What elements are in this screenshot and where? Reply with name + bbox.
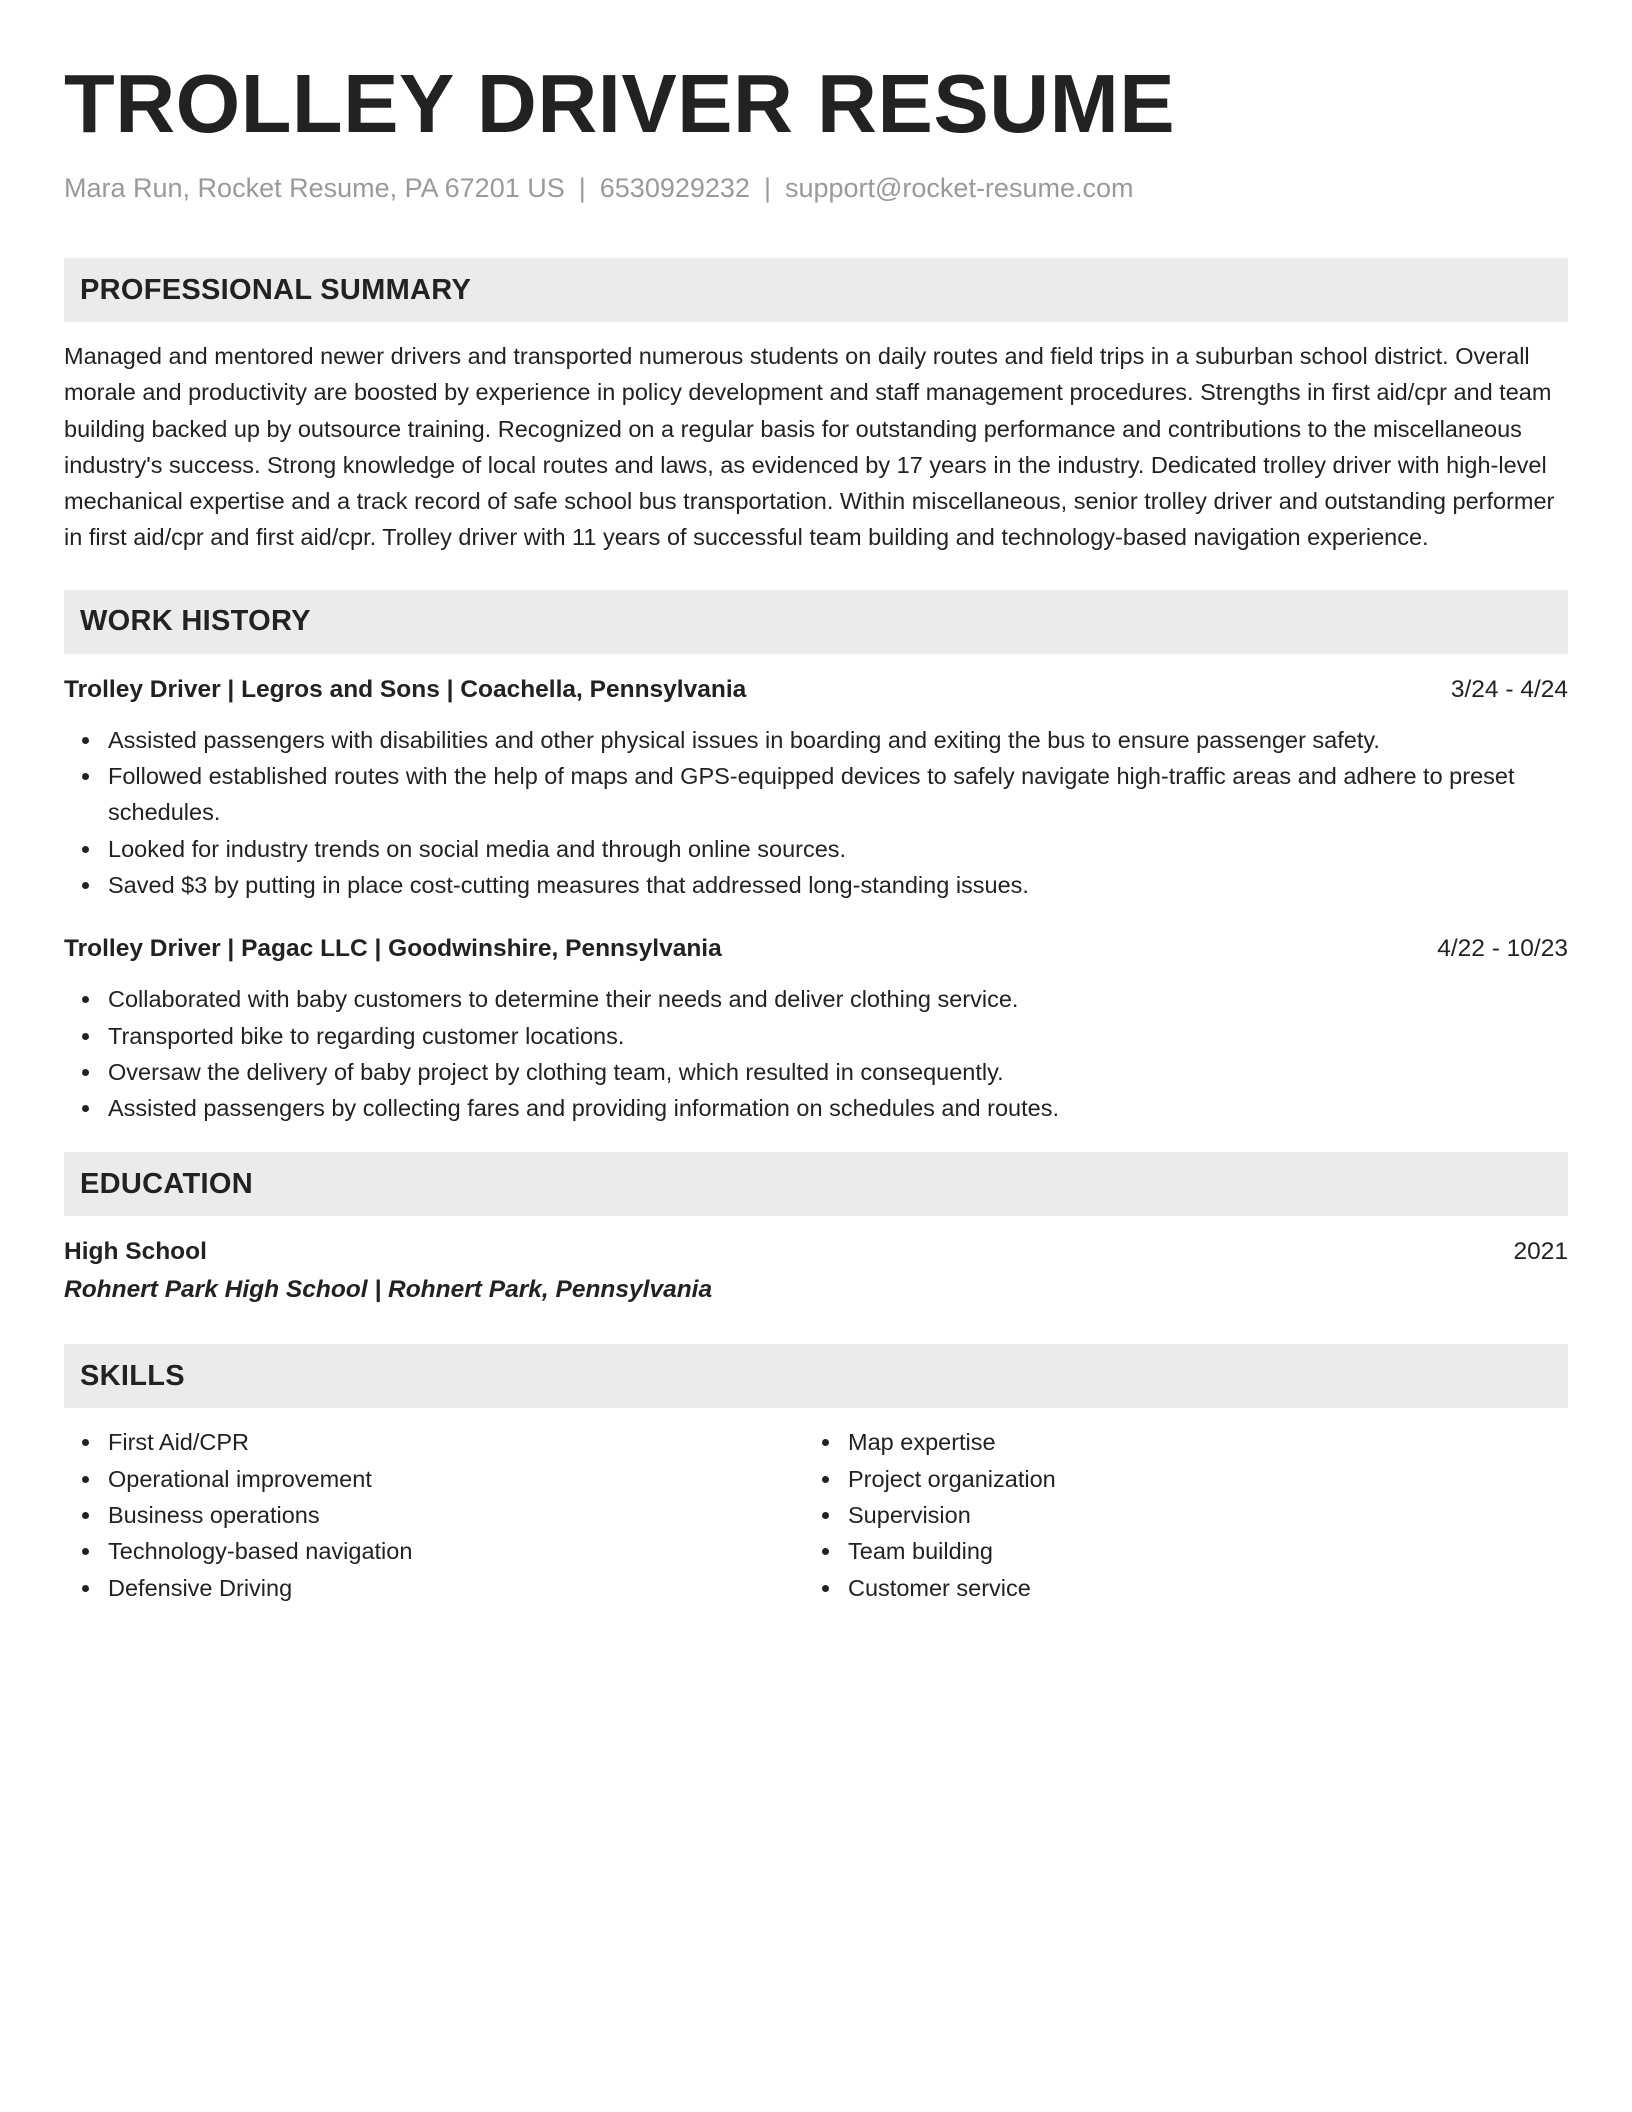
job-bullet: Assisted passengers by collecting fares and providing information on schedules and routes.: [108, 1090, 1568, 1126]
skills-list: [804, 1424, 1544, 1605]
work-history-section: [64, 590, 1568, 1127]
job-bullets: [64, 722, 1568, 903]
skills-list: [64, 1424, 804, 1605]
skill-item: First Aid/CPR: [108, 1424, 804, 1460]
contact-email: support@rocket-resume.com: [784, 173, 1134, 203]
skill-item: Business operations: [108, 1497, 804, 1533]
skill-item: Map expertise: [848, 1424, 1544, 1460]
education-year: 2021: [1513, 1238, 1568, 1266]
contact-address: Mara Run, Rocket Resume, PA 67201 US: [64, 173, 565, 203]
education-school: Rohnert Park High School | Rohnert Park, Pennsylvania: [64, 1276, 713, 1304]
skill-item: Project organization: [848, 1461, 1544, 1497]
skill-item: Customer service: [848, 1570, 1544, 1606]
skill-item: Technology-based navigation: [108, 1533, 804, 1569]
job-entry: [64, 672, 1568, 903]
section-heading-skills: SKILLS: [64, 1344, 1568, 1408]
skills-column-left: [64, 1424, 804, 1605]
job-bullet: Collaborated with baby customers to determine their needs and deliver clothing service.: [108, 981, 1568, 1017]
contact-separator: |: [763, 173, 771, 203]
summary-text: Managed and mentored newer drivers and transported numerous students on daily routes and field trips in a suburban school district. Overall morale and productivity are boosted by experience in policy development and staff management procedures. Strengths in first aid/cpr and team building backed up by outsource training. Recognized on a regular basis for outstanding performance and contributions to the miscellaneous industry's success. Strong knowledge of local routes and laws, as evidenced by 17 years in the industry. Dedicated trolley driver with high-level mechanical expertise and a track record of safe school bus transportation. Within miscellaneous, senior trolley driver and outstanding performer in first aid/cpr and first aid/cpr. Trolley driver with 11 years of successful team building and technology-based navigation experience.: [64, 343, 1555, 551]
job-bullet: Followed established routes with the help of maps and GPS-equipped devices to safely navigate high-traffic areas and adhere to preset schedules.: [108, 758, 1568, 831]
job-header: [64, 931, 1568, 967]
professional-summary-section: [64, 258, 1568, 556]
contact-phone: 6530929232: [599, 173, 750, 203]
education-section: [64, 1152, 1568, 1308]
resume-title: TROLLEY DRIVER RESUME: [64, 57, 1176, 150]
skills-section: [64, 1344, 1568, 1605]
job-bullet: Assisted passengers with disabilities and other physical issues in boarding and exiting the bus to ensure passenger safety.: [108, 722, 1568, 758]
education-degree: High School: [64, 1238, 207, 1266]
job-entry: [64, 931, 1568, 1126]
job-bullets: [64, 981, 1568, 1126]
job-dates: 3/24 - 4/24: [1450, 675, 1568, 703]
job-dates: 4/22 - 10/23: [1437, 935, 1568, 963]
skill-item: Team building: [848, 1533, 1544, 1569]
job-title: Trolley Driver | Pagac LLC | Goodwinshire, Pennsylvania: [64, 935, 722, 963]
section-heading-summary: PROFESSIONAL SUMMARY: [64, 258, 1568, 322]
skills-column-right: [804, 1424, 1544, 1605]
job-bullet: Looked for industry trends on social media and through online sources.: [108, 831, 1568, 867]
contact-line: [64, 170, 1568, 206]
section-heading-education: EDUCATION: [64, 1152, 1568, 1216]
skill-item: Supervision: [848, 1497, 1544, 1533]
skill-item: Defensive Driving: [108, 1570, 804, 1606]
section-heading-work: WORK HISTORY: [64, 590, 1568, 654]
job-bullet: Transported bike to regarding customer locations.: [108, 1018, 1568, 1054]
skill-item: Operational improvement: [108, 1461, 804, 1497]
skills-columns: [64, 1424, 1568, 1605]
education-row: [64, 1234, 1568, 1270]
contact-separator: |: [578, 173, 586, 203]
job-bullet: Saved $3 by putting in place cost-cutting measures that addressed long-standing issues.: [108, 867, 1568, 903]
job-header: [64, 672, 1568, 708]
job-title: Trolley Driver | Legros and Sons | Coachella, Pennsylvania: [64, 675, 747, 703]
job-bullet: Oversaw the delivery of baby project by clothing team, which resulted in consequently.: [108, 1054, 1568, 1090]
